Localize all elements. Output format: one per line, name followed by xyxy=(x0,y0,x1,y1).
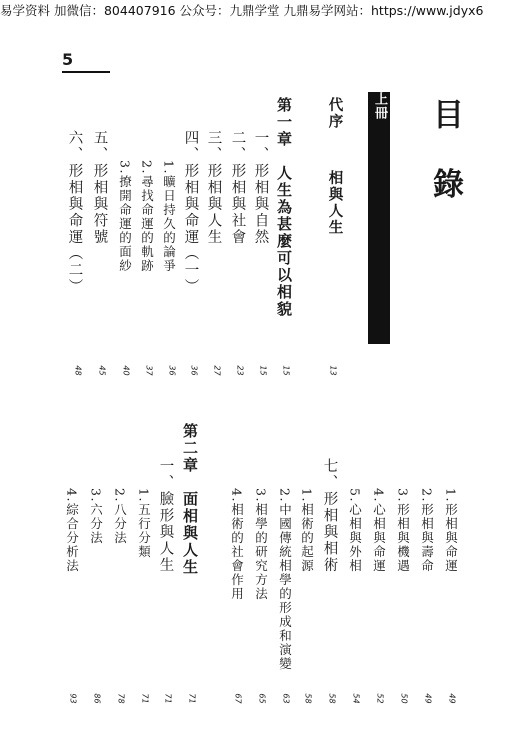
volume-label: 上冊 xyxy=(372,92,387,120)
page-ref: 93 xyxy=(68,693,78,704)
toc-title: 目 錄 xyxy=(427,98,463,213)
page-ref: 63 xyxy=(281,693,291,704)
page-ref: 54 xyxy=(351,693,361,704)
toc-subentry: 1.五行分類 xyxy=(136,488,152,559)
toc-subentry: 3.形相與機遇 xyxy=(395,488,411,573)
toc-subentry: 2.形相與壽命 xyxy=(419,488,435,573)
toc-subentry: 3.六分法 xyxy=(88,488,104,545)
page-ref: 45 xyxy=(97,365,107,376)
toc-subentry: 1.曠日持久的論爭 xyxy=(161,160,177,273)
page-ref: 40 xyxy=(121,365,131,376)
toc-entry: 四、形相與命運（一） xyxy=(182,130,199,295)
page-ref: 71 xyxy=(187,693,197,704)
page-ref: 23 xyxy=(235,365,245,376)
toc-subentry: 1.相術的起源 xyxy=(299,488,315,573)
page-ref: 50 xyxy=(399,693,409,704)
page-ref: 49 xyxy=(423,693,433,704)
page-ref: 49 xyxy=(447,693,457,704)
chapter1-heading: 第一章 人生為甚麼可以相貌 xyxy=(275,97,293,318)
toc-entry: 三、形相與人生 xyxy=(205,130,222,246)
chapter2-heading: 第二章 面相與人生 xyxy=(181,423,199,576)
page-ref: 71 xyxy=(163,693,173,704)
page-ref: 58 xyxy=(327,693,337,704)
page-ref: 36 xyxy=(189,365,199,376)
toc-entry: 一、臉形與人生 xyxy=(157,458,174,574)
toc-subentry: 3.相學的研究方法 xyxy=(253,488,269,601)
page-number: 5 xyxy=(62,50,74,69)
toc-subentry: 4.綜合分析法 xyxy=(64,488,80,573)
page-ref: 27 xyxy=(212,365,222,376)
toc-subentry: 2.八分法 xyxy=(112,488,128,545)
toc-subentry: 2.中國傳統相學的形成和演變 xyxy=(277,488,293,671)
page-ref: 78 xyxy=(116,693,126,704)
toc-subentry: 4.心相與命運 xyxy=(371,488,387,573)
toc-subentry: 2.尋找命運的軌跡 xyxy=(139,160,155,273)
toc-subentry: 4.相術的社會作用 xyxy=(229,488,245,601)
toc-subentry: 3.撩開命運的面紗 xyxy=(117,160,133,273)
toc-entry: 五、形相與符號 xyxy=(91,130,108,246)
page-ref: 48 xyxy=(73,365,83,376)
page-ref: 15 xyxy=(258,365,268,376)
watermark-banner: 易学资料 加微信：804407916 公众号：九鼎学堂 九鼎易学网站：https://www.jdyx6 xyxy=(0,3,484,18)
toc-entry: 七、形相與相術 xyxy=(321,458,338,574)
toc-entry: 六、形相與命運（二） xyxy=(66,130,83,295)
preface-label: 代序 xyxy=(326,97,344,130)
page-ref: 52 xyxy=(375,693,385,704)
page-ref: 36 xyxy=(167,365,177,376)
toc-entry: 二、形相與社會 xyxy=(229,130,246,246)
preface-title: 相與人生 xyxy=(326,170,344,236)
page-ref: 71 xyxy=(140,693,150,704)
toc-subentry: 5.心相與外相 xyxy=(347,488,363,573)
page-ref: 15 xyxy=(281,365,291,376)
page-number-rule xyxy=(62,71,110,73)
page-ref: 37 xyxy=(144,365,154,376)
toc-entry: 一、形相與自然 xyxy=(252,130,269,246)
page-ref: 67 xyxy=(233,693,243,704)
volume-bar xyxy=(368,92,390,344)
page-ref: 86 xyxy=(92,693,102,704)
toc-subentry: 1.形相與命運 xyxy=(443,488,459,573)
page-ref: 65 xyxy=(257,693,267,704)
page-ref: 58 xyxy=(303,693,313,704)
page-ref: 13 xyxy=(328,365,338,376)
